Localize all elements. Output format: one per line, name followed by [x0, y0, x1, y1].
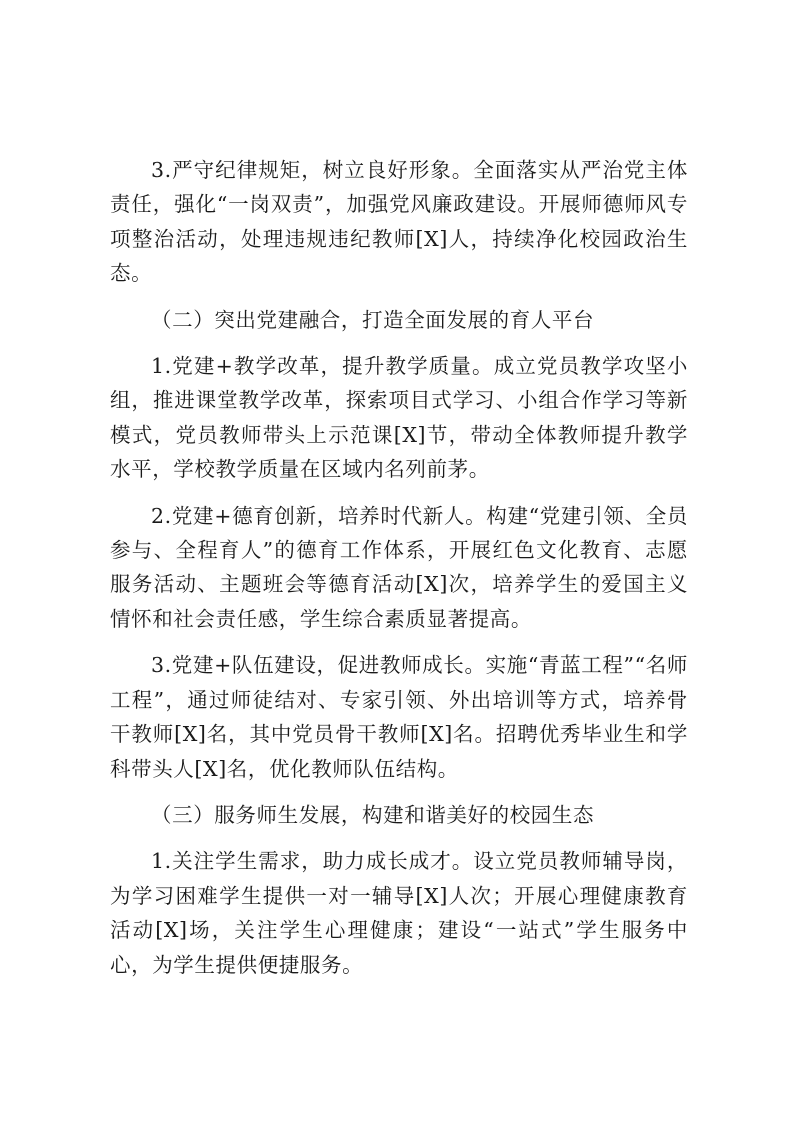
- paragraph-discipline: 3.严守纪律规矩，树立良好形象。全面落实从严治党主体责任，强化“一岗双责”，加强党风廉政建设。开展师德师风专项整治活动，处理违规违纪教师[X]人，持续净化校园政治生态。: [110, 158, 688, 286]
- section-heading-3: （三）服务师生发展，构建和谐美好的校园生态: [151, 802, 595, 827]
- paragraph-teaching-reform: 1.党建+教学改革，提升教学质量。成立党员教学攻坚小组，推进课堂教学改革，探索项目式学习、小组合作学习等新模式，党员教师带头上示范课[X]节，带动全体教师提升教学水平，学校教学质量在区域内名列前茅。: [110, 354, 688, 482]
- section-heading-2: （二）突出党建融合，打造全面发展的育人平台: [151, 307, 595, 332]
- document-page: [110, 153, 688, 994]
- paragraph-student-needs: 1.关注学生需求，助力成长成才。设立党员教师辅导岗，为学习困难学生提供一对一辅导[X]人次；开展心理健康教育活动[X]场，关注学生心理健康；建设“一站式”学生服务中心，为学生提供便捷服务。: [110, 849, 688, 977]
- paragraph-moral-education: 2.党建+德育创新，培养时代新人。构建“党建引领、全员参与、全程育人”的德育工作体系，开展红色文化教育、志愿服务活动、主题班会等德育活动[X]次，培养学生的爱国主义情怀和社会责任感，学生综合素质显著提高。: [110, 503, 688, 631]
- paragraph-team-building: 3.党建+队伍建设，促进教师成长。实施“青蓝工程”“名师工程”，通过师徒结对、专家引领、外出培训等方式，培养骨干教师[X]名，其中党员骨干教师[X]名。招聘优秀毕业生和学科带头人[X]名，优化教师队伍结构。: [110, 653, 688, 781]
